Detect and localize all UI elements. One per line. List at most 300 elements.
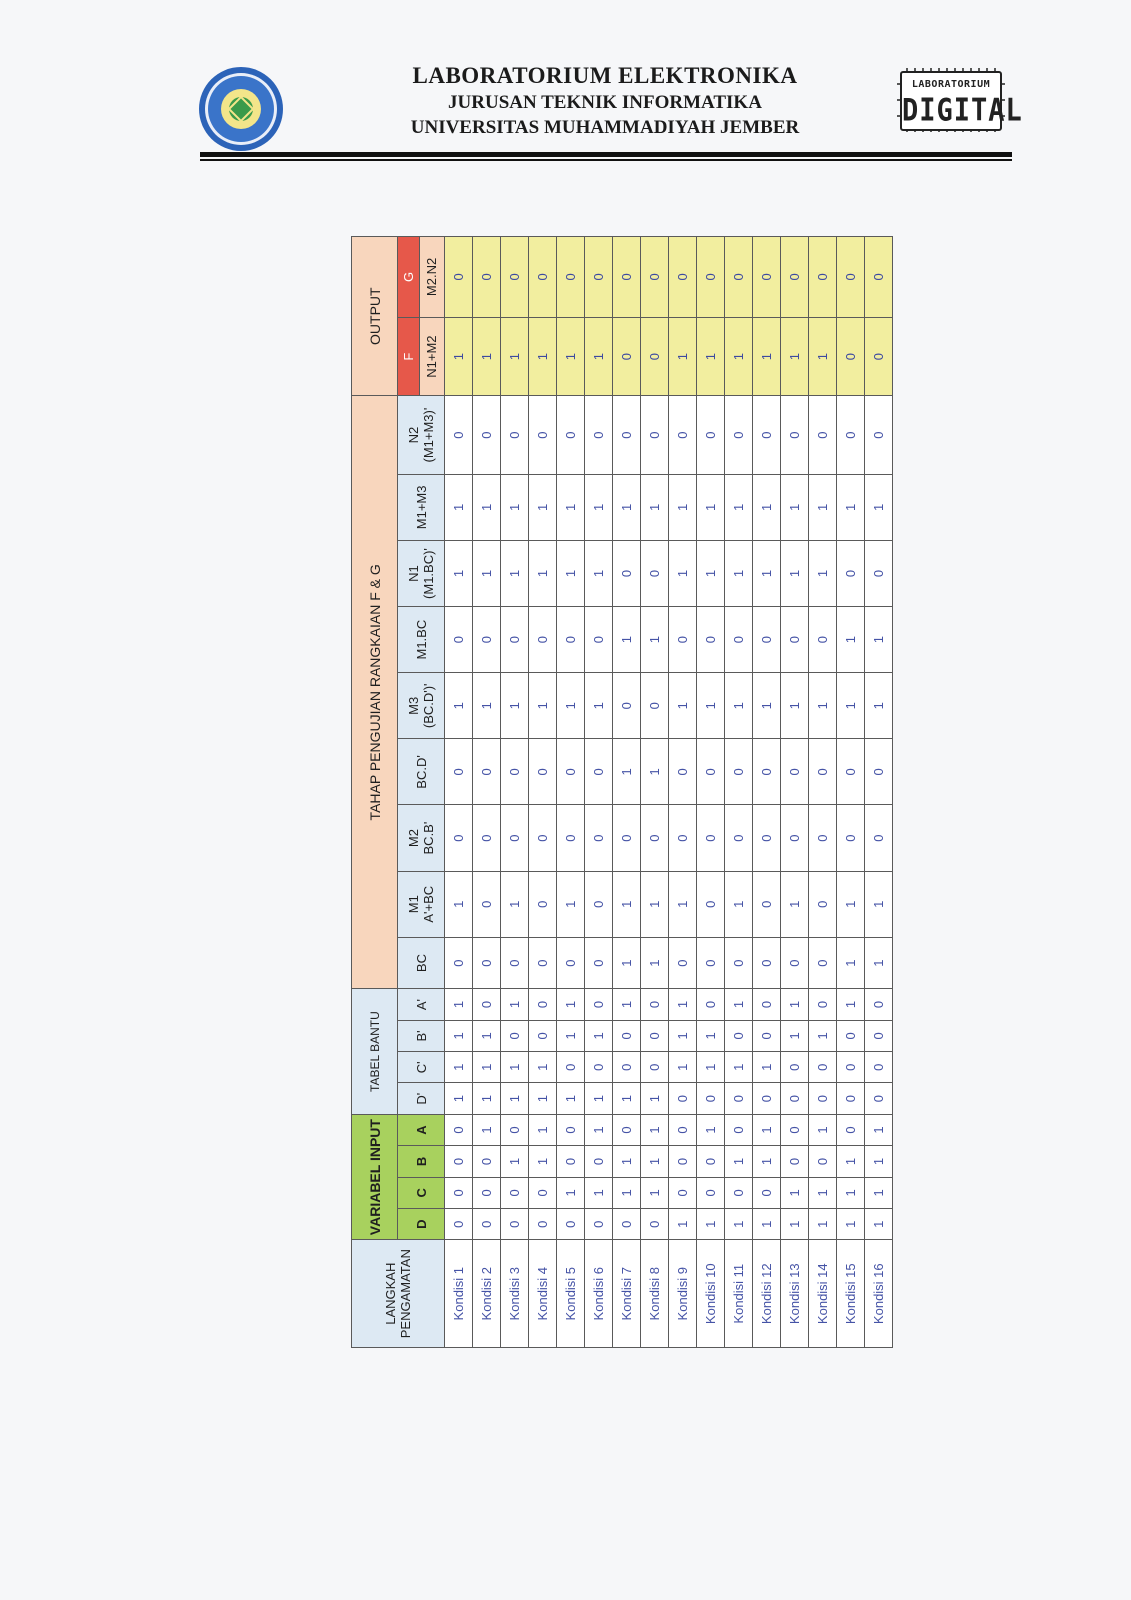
value-cell: 0 xyxy=(557,1146,585,1177)
truth-table-container xyxy=(351,236,893,1348)
value-cell: 1 xyxy=(613,871,641,937)
value-cell: 0 xyxy=(669,1083,697,1114)
table-row xyxy=(781,237,809,1348)
value-cell: 0 xyxy=(529,396,557,474)
value-cell: 1 xyxy=(613,739,641,805)
value-cell: 0 xyxy=(753,396,781,474)
value-cell: 0 xyxy=(473,1177,501,1208)
value-cell: 0 xyxy=(753,1020,781,1051)
value-cell: 0 xyxy=(473,871,501,937)
value-cell: 1 xyxy=(585,540,613,606)
value-cell: 0 xyxy=(697,739,725,805)
header-output: OUTPUT xyxy=(352,237,398,396)
row-label: Kondisi 3 xyxy=(501,1240,529,1348)
output-cell: 1 xyxy=(781,317,809,395)
value-cell: 1 xyxy=(697,673,725,739)
value-cell: 0 xyxy=(865,989,893,1020)
tahap-col xyxy=(398,739,445,805)
value-cell: 1 xyxy=(445,540,473,606)
value-cell: 0 xyxy=(585,1052,613,1083)
value-cell: 0 xyxy=(781,1052,809,1083)
value-cell: 0 xyxy=(809,937,837,989)
value-cell: 1 xyxy=(641,1083,669,1114)
value-cell: 1 xyxy=(781,1177,809,1208)
output-cell: 1 xyxy=(669,317,697,395)
value-cell: 0 xyxy=(669,937,697,989)
value-cell: 1 xyxy=(865,1114,893,1145)
value-cell: 1 xyxy=(529,1083,557,1114)
value-cell: 0 xyxy=(697,937,725,989)
value-cell: 0 xyxy=(501,805,529,871)
header-label: M1 xyxy=(406,895,421,914)
value-cell: 1 xyxy=(697,1052,725,1083)
tahap-col xyxy=(398,871,445,937)
output-cell: 0 xyxy=(865,317,893,395)
row-label: Kondisi 8 xyxy=(641,1240,669,1348)
value-cell: 0 xyxy=(725,805,753,871)
value-cell: 0 xyxy=(557,739,585,805)
value-cell: 1 xyxy=(613,989,641,1020)
value-cell: 0 xyxy=(697,871,725,937)
lab-title: LABORATORIUM ELEKTRONIKA xyxy=(412,63,798,88)
header-rule-thin xyxy=(200,159,1012,161)
value-cell: 1 xyxy=(809,673,837,739)
output-cell: 0 xyxy=(445,237,473,318)
row-label: Kondisi 10 xyxy=(697,1240,725,1348)
row-label: Kondisi 7 xyxy=(613,1240,641,1348)
value-cell: 0 xyxy=(837,739,865,805)
header-variabel-input: VARIABEL INPUT xyxy=(352,1114,398,1240)
value-cell: 0 xyxy=(781,1083,809,1114)
value-cell: 1 xyxy=(529,1146,557,1177)
value-cell: 1 xyxy=(641,474,669,540)
value-cell: 0 xyxy=(473,989,501,1020)
value-cell: 0 xyxy=(753,1177,781,1208)
table-row xyxy=(473,237,501,1348)
value-cell: 0 xyxy=(781,1146,809,1177)
value-cell: 0 xyxy=(641,540,669,606)
value-cell: 0 xyxy=(725,607,753,673)
value-cell: 1 xyxy=(445,871,473,937)
value-cell: 0 xyxy=(641,1020,669,1051)
value-cell: 1 xyxy=(669,540,697,606)
output-cell: 0 xyxy=(697,237,725,318)
value-cell: 0 xyxy=(613,805,641,871)
value-cell: 0 xyxy=(529,739,557,805)
header-tabel-bantu: TABEL BANTU xyxy=(352,989,398,1115)
row-label: Kondisi 1 xyxy=(445,1240,473,1348)
value-cell: 1 xyxy=(753,673,781,739)
value-cell: 0 xyxy=(445,1114,473,1145)
row-label: Kondisi 9 xyxy=(669,1240,697,1348)
value-cell: 0 xyxy=(669,1146,697,1177)
value-cell: 0 xyxy=(613,1052,641,1083)
table-row xyxy=(753,237,781,1348)
header-label: M1.BC xyxy=(413,619,429,660)
value-cell: 0 xyxy=(669,1177,697,1208)
output-cell: 0 xyxy=(725,237,753,318)
output-formula: N1+M2 xyxy=(424,335,439,378)
value-cell: 1 xyxy=(501,673,529,739)
value-cell: 0 xyxy=(585,1146,613,1177)
value-cell: 1 xyxy=(557,1177,585,1208)
value-cell: 0 xyxy=(809,1052,837,1083)
value-cell: 0 xyxy=(781,396,809,474)
output-cell: 1 xyxy=(585,317,613,395)
value-cell: 0 xyxy=(753,1083,781,1114)
value-cell: 1 xyxy=(781,474,809,540)
header-label: N1 xyxy=(406,565,421,582)
value-cell: 0 xyxy=(725,1020,753,1051)
value-cell: 1 xyxy=(781,989,809,1020)
value-cell: 1 xyxy=(641,871,669,937)
university-seal-icon xyxy=(198,66,284,152)
value-cell: 1 xyxy=(557,540,585,606)
value-cell: 1 xyxy=(753,474,781,540)
row-label: Kondisi 5 xyxy=(557,1240,585,1348)
output-cell: 0 xyxy=(641,317,669,395)
output-col-F xyxy=(398,317,445,395)
value-cell: 0 xyxy=(837,396,865,474)
value-cell: 0 xyxy=(781,739,809,805)
value-cell: 0 xyxy=(809,989,837,1020)
header-label: N2 xyxy=(406,426,421,444)
value-cell: 0 xyxy=(473,937,501,989)
value-cell: 1 xyxy=(781,1209,809,1240)
output-cell: 0 xyxy=(837,237,865,318)
row-label: Kondisi 11 xyxy=(725,1240,753,1348)
table-row xyxy=(697,237,725,1348)
value-cell: 0 xyxy=(697,1083,725,1114)
output-cell: 0 xyxy=(753,237,781,318)
output-name: F xyxy=(398,318,420,395)
value-cell: 0 xyxy=(697,805,725,871)
value-cell: 1 xyxy=(473,1052,501,1083)
value-cell: 0 xyxy=(529,1020,557,1051)
value-cell: 1 xyxy=(613,1177,641,1208)
header-label: (M1+M3)' xyxy=(421,407,436,463)
value-cell: 1 xyxy=(809,540,837,606)
table-row xyxy=(613,237,641,1348)
tahap-col xyxy=(398,396,445,474)
value-cell: 1 xyxy=(501,1146,529,1177)
value-cell: 0 xyxy=(725,739,753,805)
value-cell: 1 xyxy=(725,989,753,1020)
value-cell: 0 xyxy=(669,739,697,805)
value-cell: 1 xyxy=(557,989,585,1020)
table-row xyxy=(445,237,473,1348)
value-cell: 1 xyxy=(529,1114,557,1145)
output-cell: 0 xyxy=(529,237,557,318)
value-cell: 1 xyxy=(529,540,557,606)
header-label: BC.D' xyxy=(413,755,429,789)
value-cell: 0 xyxy=(613,1020,641,1051)
value-cell: 0 xyxy=(753,989,781,1020)
value-cell: 1 xyxy=(501,989,529,1020)
value-cell: 0 xyxy=(697,396,725,474)
value-cell: 0 xyxy=(809,607,837,673)
var-col-D xyxy=(398,1209,445,1240)
value-cell: 1 xyxy=(837,607,865,673)
output-cell: 1 xyxy=(753,317,781,395)
value-cell: 0 xyxy=(669,396,697,474)
value-cell: 1 xyxy=(473,1020,501,1051)
value-cell: 0 xyxy=(473,1209,501,1240)
value-cell: 1 xyxy=(501,1052,529,1083)
value-cell: 0 xyxy=(501,1020,529,1051)
logo-text-top: LABORATORIUM xyxy=(911,79,991,90)
value-cell: 0 xyxy=(781,937,809,989)
value-cell: 0 xyxy=(445,1177,473,1208)
value-cell: 0 xyxy=(641,673,669,739)
value-cell: 1 xyxy=(613,937,641,989)
value-cell: 0 xyxy=(613,1114,641,1145)
tahap-col xyxy=(398,805,445,871)
tahap-col xyxy=(398,937,445,989)
value-cell: 1 xyxy=(809,474,837,540)
header-tahap-pengujian: TAHAP PENGUJIAN RANGKAIAN F & G xyxy=(352,396,398,989)
value-cell: 0 xyxy=(613,1209,641,1240)
header-label: BC xyxy=(413,954,429,973)
value-cell: 1 xyxy=(865,1209,893,1240)
value-cell: 1 xyxy=(697,1020,725,1051)
value-cell: 0 xyxy=(753,937,781,989)
value-cell: 1 xyxy=(557,1020,585,1051)
value-cell: 1 xyxy=(641,739,669,805)
row-label: Kondisi 4 xyxy=(529,1240,557,1348)
value-cell: 0 xyxy=(865,1083,893,1114)
value-cell: 1 xyxy=(445,1083,473,1114)
value-cell: 0 xyxy=(585,989,613,1020)
value-cell: 0 xyxy=(585,805,613,871)
value-cell: 0 xyxy=(837,540,865,606)
value-cell: 0 xyxy=(669,1114,697,1145)
value-cell: 1 xyxy=(501,1083,529,1114)
value-cell: 0 xyxy=(753,607,781,673)
output-cell: 1 xyxy=(557,317,585,395)
value-cell: 1 xyxy=(669,1209,697,1240)
table-row xyxy=(809,237,837,1348)
row-label: Kondisi 6 xyxy=(585,1240,613,1348)
value-cell: 1 xyxy=(753,1052,781,1083)
value-cell: 0 xyxy=(585,396,613,474)
value-cell: 1 xyxy=(669,871,697,937)
table-row xyxy=(641,237,669,1348)
logo-frame xyxy=(900,71,1023,131)
value-cell: 1 xyxy=(697,1114,725,1145)
value-cell: 0 xyxy=(529,937,557,989)
output-cell: 0 xyxy=(837,317,865,395)
value-cell: 1 xyxy=(809,1209,837,1240)
header-label: D' xyxy=(413,1092,429,1105)
value-cell: 1 xyxy=(613,1146,641,1177)
row-label: Kondisi 13 xyxy=(781,1240,809,1348)
value-cell: 0 xyxy=(613,673,641,739)
value-cell: 1 xyxy=(557,474,585,540)
value-cell: 0 xyxy=(529,1177,557,1208)
value-cell: 1 xyxy=(669,474,697,540)
value-cell: 0 xyxy=(669,607,697,673)
value-cell: 1 xyxy=(557,673,585,739)
value-cell: 1 xyxy=(445,673,473,739)
header-label: M1+M3 xyxy=(413,485,429,530)
value-cell: 1 xyxy=(613,1083,641,1114)
value-cell: 0 xyxy=(865,805,893,871)
value-cell: 0 xyxy=(725,1114,753,1145)
output-cell: 0 xyxy=(865,237,893,318)
value-cell: 0 xyxy=(557,1052,585,1083)
value-cell: 0 xyxy=(669,805,697,871)
value-cell: 1 xyxy=(697,474,725,540)
value-cell: 0 xyxy=(781,607,809,673)
value-cell: 1 xyxy=(557,871,585,937)
value-cell: 1 xyxy=(865,1177,893,1208)
value-cell: 0 xyxy=(837,1020,865,1051)
value-cell: 1 xyxy=(529,474,557,540)
value-cell: 0 xyxy=(641,805,669,871)
value-cell: 0 xyxy=(473,1146,501,1177)
value-cell: 1 xyxy=(641,1177,669,1208)
value-cell: 1 xyxy=(753,540,781,606)
output-cell: 0 xyxy=(585,237,613,318)
value-cell: 1 xyxy=(837,474,865,540)
value-cell: 0 xyxy=(501,607,529,673)
value-cell: 1 xyxy=(585,1114,613,1145)
value-cell: 0 xyxy=(445,607,473,673)
value-cell: 1 xyxy=(529,1052,557,1083)
value-cell: 0 xyxy=(585,1209,613,1240)
value-cell: 1 xyxy=(669,989,697,1020)
value-cell: 1 xyxy=(781,1020,809,1051)
value-cell: 0 xyxy=(557,607,585,673)
output-cell: 0 xyxy=(809,237,837,318)
value-cell: 0 xyxy=(445,805,473,871)
value-cell: 1 xyxy=(473,1114,501,1145)
value-cell: 0 xyxy=(725,937,753,989)
value-cell: 0 xyxy=(529,871,557,937)
header-label: B xyxy=(413,1156,429,1167)
document-header xyxy=(0,0,1131,170)
row-label: Kondisi 16 xyxy=(865,1240,893,1348)
value-cell: 1 xyxy=(501,474,529,540)
output-cell: 0 xyxy=(781,237,809,318)
value-cell: 1 xyxy=(613,607,641,673)
value-cell: 1 xyxy=(837,1209,865,1240)
value-cell: 0 xyxy=(501,1114,529,1145)
header-label: BC.B' xyxy=(421,821,436,855)
value-cell: 0 xyxy=(725,1177,753,1208)
var-col-C xyxy=(398,1177,445,1208)
value-cell: 0 xyxy=(837,1114,865,1145)
table-row xyxy=(865,237,893,1348)
output-cell: 0 xyxy=(473,237,501,318)
value-cell: 0 xyxy=(809,739,837,805)
value-cell: 1 xyxy=(445,474,473,540)
value-cell: 0 xyxy=(641,396,669,474)
table-row xyxy=(557,237,585,1348)
output-col-G xyxy=(398,237,445,318)
value-cell: 1 xyxy=(837,989,865,1020)
value-cell: 1 xyxy=(473,540,501,606)
header-label: D xyxy=(413,1219,429,1229)
value-cell: 0 xyxy=(781,805,809,871)
value-cell: 0 xyxy=(445,1146,473,1177)
value-cell: 1 xyxy=(809,1177,837,1208)
value-cell: 0 xyxy=(781,1114,809,1145)
value-cell: 1 xyxy=(837,1177,865,1208)
row-label: Kondisi 12 xyxy=(753,1240,781,1348)
value-cell: 0 xyxy=(697,1146,725,1177)
department-title: JURUSAN TEKNIK INFORMATIKA xyxy=(448,92,762,113)
output-cell: 1 xyxy=(529,317,557,395)
row-label: Kondisi 2 xyxy=(473,1240,501,1348)
output-cell: 0 xyxy=(557,237,585,318)
bantu-col xyxy=(398,989,445,1020)
value-cell: 0 xyxy=(641,1209,669,1240)
bantu-col xyxy=(398,1020,445,1051)
value-cell: 1 xyxy=(501,540,529,606)
value-cell: 1 xyxy=(669,1020,697,1051)
value-cell: 0 xyxy=(557,805,585,871)
tahap-col xyxy=(398,474,445,540)
value-cell: 0 xyxy=(445,937,473,989)
row-label: Kondisi 14 xyxy=(809,1240,837,1348)
value-cell: 0 xyxy=(809,1146,837,1177)
value-cell: 1 xyxy=(753,1209,781,1240)
value-cell: 1 xyxy=(585,673,613,739)
header-langkah: LANGKAH PENGAMATAN xyxy=(352,1240,445,1348)
header-label: A xyxy=(413,1125,429,1135)
value-cell: 1 xyxy=(697,540,725,606)
logo-text-main: DIGITAL xyxy=(902,92,1023,129)
value-cell: 0 xyxy=(557,1114,585,1145)
truth-table xyxy=(351,236,893,1348)
value-cell: 0 xyxy=(501,1177,529,1208)
value-cell: 0 xyxy=(753,805,781,871)
value-cell: 0 xyxy=(585,739,613,805)
value-cell: 0 xyxy=(557,937,585,989)
value-cell: 0 xyxy=(613,396,641,474)
table-row xyxy=(529,237,557,1348)
value-cell: 0 xyxy=(501,396,529,474)
value-cell: 0 xyxy=(529,805,557,871)
value-cell: 0 xyxy=(697,607,725,673)
value-cell: 1 xyxy=(641,1114,669,1145)
value-cell: 1 xyxy=(473,1083,501,1114)
header-label: A' xyxy=(413,998,429,1011)
tahap-col xyxy=(398,540,445,606)
value-cell: 1 xyxy=(809,1020,837,1051)
value-cell: 1 xyxy=(669,673,697,739)
header-label: A'+BC xyxy=(421,885,436,923)
value-cell: 1 xyxy=(725,1209,753,1240)
value-cell: 0 xyxy=(809,1083,837,1114)
value-cell: 1 xyxy=(753,1146,781,1177)
value-cell: 0 xyxy=(501,1209,529,1240)
value-cell: 0 xyxy=(865,1020,893,1051)
output-cell: 1 xyxy=(809,317,837,395)
bantu-col xyxy=(398,1083,445,1114)
header-label: (BC.D')' xyxy=(421,683,436,729)
value-cell: 0 xyxy=(697,989,725,1020)
value-cell: 1 xyxy=(725,871,753,937)
value-cell: 1 xyxy=(641,607,669,673)
value-cell: 0 xyxy=(585,607,613,673)
value-cell: 1 xyxy=(865,607,893,673)
value-cell: 1 xyxy=(641,937,669,989)
value-cell: 0 xyxy=(445,739,473,805)
value-cell: 1 xyxy=(781,540,809,606)
